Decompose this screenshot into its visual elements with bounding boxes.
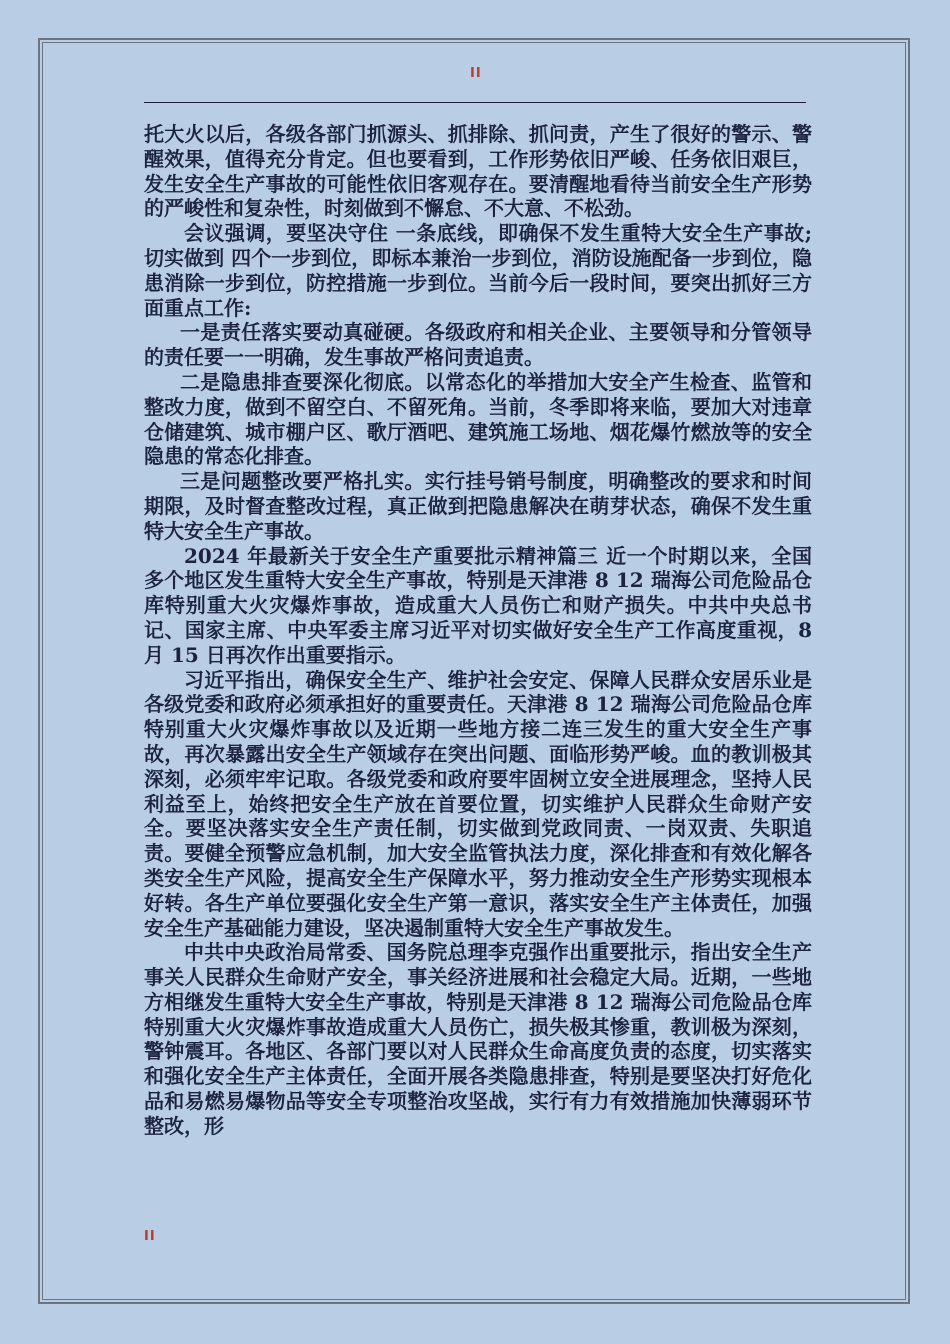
paragraph: 习近平指出，确保安全生产、维护社会安定、保障人民群众安居乐业是各级党委和政府必须承担好的重要责任。天津港 8 12 瑞海公司危险品仓库特别重大火灾爆炸事故以及近期一些地方接二连三发生的重大安全生产事故，再次暴露出安全生产领域存在突出问题、面临形势严峻。血的教训极其深刻，必须牢牢记取。各级党委和政府要牢固树立安全进展理念，坚持人民利益至上，始终把安全生产放在首要位置，切实维护人民群众生命财产安全。要坚决落实安全生产责任制，切实做到党政同责、一岗双责、失职追责。要健全预警应急机制，加大安全监管执法力度，深化排查和有效化解各类安全生产风险，提高安全生产保障水平，努力推动安全生产形势实现根本好转。各生产单位要强化安全生产第一意识，落实安全生产主体责任，加强安全生产基础能力建设，坚决遏制重特大安全生产事故发生。 [144, 667, 812, 940]
paragraph: 一是责任落实要动真碰硬。各级政府和相关企业、主要领导和分管领导的责任要一一明确，发生事故严格问责追责。 [144, 320, 812, 370]
header-divider [144, 102, 806, 103]
paragraph: 中共中央政治局常委、国务院总理李克强作出重要批示，指出安全生产事关人民群众生命财产安全，事关经济进展和社会稳定大局。近期，一些地方相继发生重特大安全生产事故，特别是天津港 8 12 瑞海公司危险品仓库特别重大火灾爆炸事故造成重大人员伤亡，损失极其惨重，教训极为深刻，警钟震耳。各地区、各部门要以对人民群众生命高度负责的态度，切实落实和强化安全生产主体责任，全面开展各类隐患排查，特别是要坚决打好危化品和易燃易爆物品等安全专项整治攻坚战，实行有力有效措施加快薄弱环节整改，形 [144, 940, 812, 1138]
paragraph: 会议强调，要坚决守住 一条底线，即确保不发生重特大安全生产事故;切实做到 四个一步到位，即标本兼治一步到位，消防设施配备一步到位，隐患消除一步到位，防控措施一步到位。当前今后一段时间，要突出抓好三方面重点工作: [144, 221, 812, 320]
paragraph: 三是问题整改要严格扎实。实行挂号销号制度，明确整改的要求和时间期限，及时督查整改过程，真正做到把隐患解决在萌芽状态，确保不发生重特大安全生产事故。 [144, 469, 812, 543]
paragraph: 2024 年最新关于安全生产重要批示精神篇三 近一个时期以来，全国多个地区发生重特大安全生产事故，特别是天津港 8 12 瑞海公司危险品仓库特别重大火灾爆炸事故，造成重大人员伤亡和财产损失。中共中央总书记、国家主席、中央军委主席习近平对切实做好安全生产工作高度重视，8 月 15 日再次作出重要指示。 [144, 543, 812, 667]
footer-mark: II [144, 1229, 156, 1244]
document-body [144, 122, 812, 1139]
paragraph: 二是隐患排查要深化彻底。以常态化的举措加大安全产生检查、监管和整改力度，做到不留空白、不留死角。当前，冬季即将来临，要加大对违章仓储建筑、城市棚户区、歌厅酒吧、建筑施工场地、烟花爆竹燃放等的安全隐患的常态化排查。 [144, 369, 812, 469]
paragraph: 托大火以后，各级各部门抓源头、抓排除、抓问责，产生了很好的警示、警醒效果，值得充分肯定。但也要看到，工作形势依旧严峻、任务依旧艰巨，发生安全生产事故的可能性依旧客观存在。要清醒地看待当前安全生产形势的严峻性和复杂性，时刻做到不懈怠、不大意、不松劲。 [144, 122, 812, 221]
header-mark: II [470, 66, 482, 81]
